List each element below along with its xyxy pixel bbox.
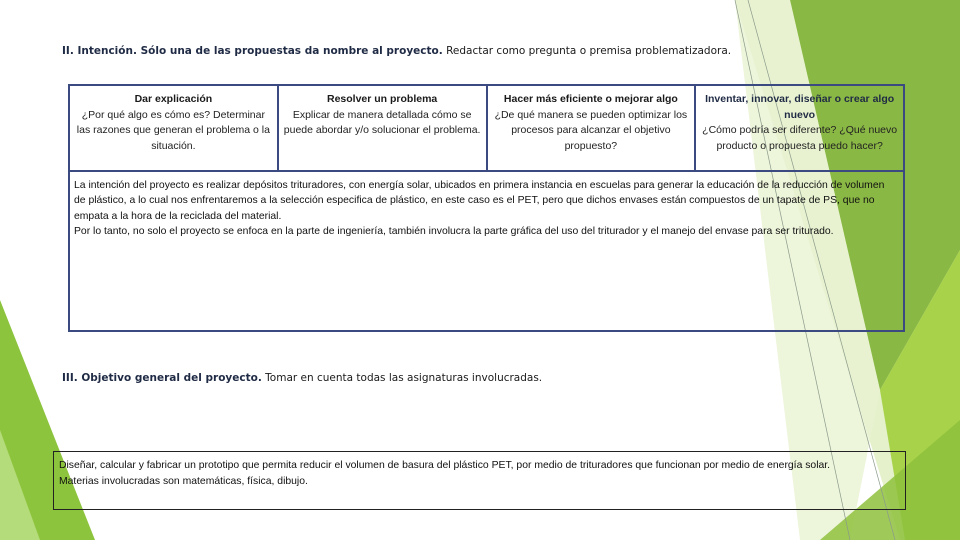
objective-heading-rest: Tomar en cuenta todas las asignaturas involucradas. [261,372,543,384]
option-solve [277,86,486,170]
intention-answer[interactable] [70,172,903,239]
objective-heading [62,372,542,384]
objective-heading-bold: III. Objetivo general del proyecto. [62,372,262,384]
option-innovate [694,86,903,170]
option-title: Resolver un problema [326,93,438,105]
intention-options-row [70,86,903,172]
intention-table [68,84,905,332]
option-title: Hacer más eficiente o mejorar algo [503,93,678,105]
option-improve [486,86,695,170]
option-title: Inventar, innovar, diseñar o crear algo nuevo [705,93,895,121]
objective-answer[interactable] [53,451,906,510]
objective-paragraph: Materias involucradas son matemáticas, física, dibujo. [59,475,308,487]
objective-paragraph: Diseñar, calcular y fabricar un prototipo que permita reducir el volumen de basura del plástico PET, por medio de trituradores que funcionan por medio de energía solar. [59,460,831,471]
option-description: ¿Por qué algo es cómo es? Determinar las razones que generan el problema o la situación. [76,108,270,152]
intention-heading-bold: II. Intención. Sólo una de las propuestas da nombre al proyecto. [62,45,443,57]
intention-paragraph: Por lo tanto, no solo el proyecto se enfoca en la parte de ingeniería, también involucra la parte gráfica del uso del triturador y el manejo del envase para ser triturado. [74,225,834,237]
option-explain [70,86,277,170]
option-description: ¿De qué manera se pueden optimizar los procesos para alcanzar el objetivo propuesto? [494,108,688,152]
intention-heading-rest: Redactar como pregunta o premisa problematizadora. [442,45,732,57]
option-description: ¿Cómo podría ser diferente? ¿Qué nuevo producto o propuesta puedo hacer? [702,124,898,152]
option-title: Dar explicación [134,93,213,105]
intention-paragraph: La intención del proyecto es realizar depósitos trituradores, con energía solar, ubicados en primera instancia en escuelas para generar la educación de la reducción de volumen de plástico, a lo cual nos enfrentaremos a la selección especifica de plástico, en este caso es el PET, pero que dichos envases están compuestos de un tapate de PS, que no empata a la hora de la reciclada del material. [74,180,885,222]
option-description: Explicar de manera detallada cómo se puede abordar y/o solucionar el problema. [283,108,481,136]
intention-heading [62,45,731,57]
